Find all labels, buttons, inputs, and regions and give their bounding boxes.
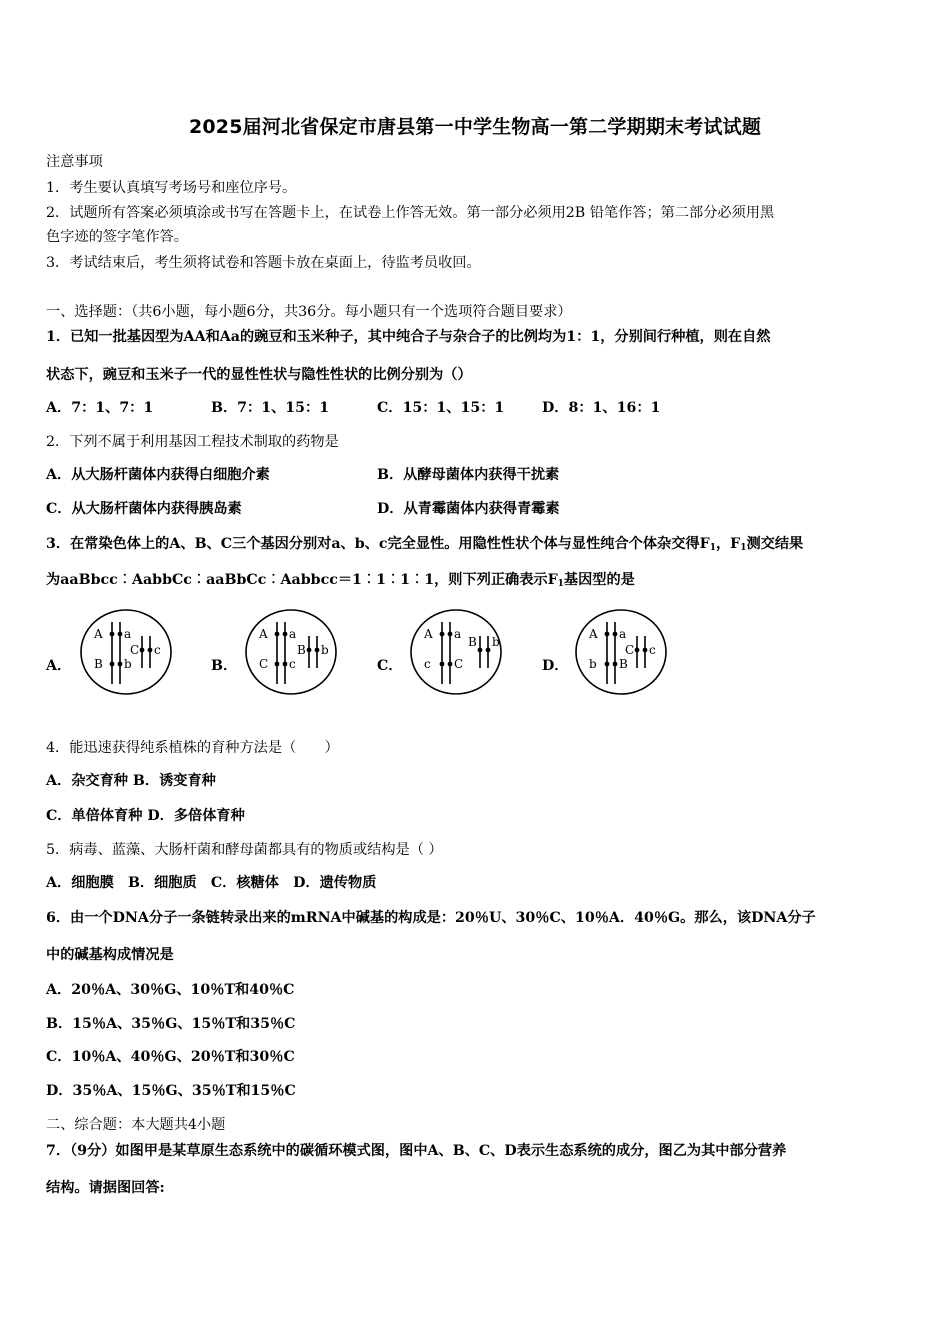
question-4-stem: 4．能迅速获得纯系植株的育种方法是（ ） bbox=[46, 740, 339, 756]
q3-option-c-label: C． bbox=[377, 658, 403, 674]
gene-label: a bbox=[289, 627, 297, 641]
gene-label: b bbox=[492, 635, 500, 649]
q4-options-line-1: A．杂交育种 B．诱变育种 bbox=[46, 773, 216, 789]
notice-heading: 注意事项 bbox=[46, 154, 103, 170]
notice-item: 3．考试结束后，考生须将试卷和答题卡放在桌面上，待监考员收回。 bbox=[46, 255, 481, 271]
q2-option-b: B．从酵母菌体内获得干扰素 bbox=[377, 467, 560, 483]
q3-cell-diagram-b bbox=[243, 606, 339, 698]
q6-option-a: A．20％A、30％G、10％T和40％C bbox=[46, 982, 295, 998]
question-7-stem: 7．（9分）如图甲是某草原生态系统中的碳循环模式图，图中A、B、C、D表示生态系统的成分，图乙为其中部分营养 bbox=[46, 1143, 787, 1159]
notice-item: 2．试题所有答案必须填涂或书写在答题卡上，在试卷上作答无效。第一部分必须用2B 铅笔作答；第二部分必须用黑 bbox=[46, 205, 775, 221]
question-2-stem: 2．下列不属于利用基因工程技术制取的药物是 bbox=[46, 434, 339, 450]
gene-label: C bbox=[259, 657, 269, 671]
q3-cell-diagram-a bbox=[78, 606, 174, 698]
question-1-stem: 1．已知一批基因型为AA和Aa的豌豆和玉米种子，其中纯合子与杂合子的比例均为1：1，分别间行种植，则在自然 bbox=[46, 329, 771, 345]
q1-option-d: D．8：1、16：1 bbox=[542, 400, 661, 416]
page-title: 2025届河北省保定市唐县第一中学生物高一第二学期期末考试试题 bbox=[188, 116, 762, 138]
q3-option-a-label: A． bbox=[46, 658, 72, 674]
q3-cell-diagram-d bbox=[573, 606, 669, 698]
gene-label: c bbox=[424, 657, 431, 671]
q3-option-b-label: B． bbox=[211, 658, 238, 674]
gene-label: A bbox=[589, 627, 598, 641]
gene-label: b bbox=[124, 657, 132, 671]
q6-option-b: B．15％A、35％G、15％T和35％C bbox=[46, 1016, 296, 1032]
gene-label: a bbox=[619, 627, 627, 641]
question-6-stem: 6．由一个DNA分子一条链转录出来的mRNA中碱基的构成是：20％U、30％C、10％A．40％G。那么，该DNA分子 bbox=[46, 910, 816, 926]
notice-item: 1．考生要认真填写考场号和座位序号。 bbox=[46, 180, 297, 196]
question-3-stem-cont: 为aaBbcc︰AabbCc︰aaBbCc︰Aabbcc＝1︰1︰1︰1，则下列正确表示$F_1$基因型的是 bbox=[46, 572, 635, 589]
gene-label: A bbox=[94, 627, 103, 641]
q6-option-c: C．10％A、40％G、20％T和30％C bbox=[46, 1049, 295, 1065]
q1-option-b: B．7：1、15：1 bbox=[211, 400, 330, 416]
gene-label: c bbox=[154, 643, 161, 657]
gene-label: a bbox=[124, 627, 132, 641]
question-6-stem-cont: 中的碱基构成情况是 bbox=[46, 947, 174, 963]
gene-label: C bbox=[454, 657, 464, 671]
q2-option-d: D．从青霉菌体内获得青霉素 bbox=[377, 501, 560, 517]
question-3-stem: 3．在常染色体上的A、B、C三个基因分别对a、b、c完全显性。用隐性性状个体与显性纯合个体杂交得$F_1$，$F_1$测交结果 bbox=[46, 536, 804, 553]
gene-label: A bbox=[259, 627, 268, 641]
gene-label: C bbox=[625, 643, 635, 657]
question-5-stem: 5．病毒、蓝藻、大肠杆菌和酵母菌都具有的物质或结构是（ ） bbox=[46, 842, 443, 858]
q4-options-line-2: C．单倍体育种 D．多倍体育种 bbox=[46, 808, 245, 824]
gene-label: b bbox=[321, 643, 329, 657]
q2-option-c: C．从大肠杆菌体内获得胰岛素 bbox=[46, 501, 242, 517]
gene-label: c bbox=[289, 657, 296, 671]
q5-options: A．细胞膜 B．细胞质 C．核糖体 D．遗传物质 bbox=[46, 875, 377, 891]
gene-label: B bbox=[297, 643, 306, 657]
q1-option-a: A．7：1、7：1 bbox=[46, 400, 154, 416]
gene-label: B bbox=[94, 657, 103, 671]
gene-label: C bbox=[130, 643, 140, 657]
gene-label: a bbox=[454, 627, 462, 641]
gene-label: B bbox=[468, 635, 477, 649]
q6-option-d: D．35％A、15％G、35％T和15％C bbox=[46, 1083, 296, 1099]
q1-option-c: C．15：1、15：1 bbox=[377, 400, 505, 416]
gene-label: B bbox=[619, 657, 628, 671]
section-heading: 二、综合题：本大题共4小题 bbox=[46, 1117, 226, 1133]
q3-option-d-label: D． bbox=[542, 658, 569, 674]
q2-option-a: A．从大肠杆菌体内获得白细胞介素 bbox=[46, 467, 270, 483]
gene-label: A bbox=[424, 627, 433, 641]
notice-item: 色字迹的签字笔作答。 bbox=[46, 229, 188, 245]
gene-label: c bbox=[649, 643, 656, 657]
q3-cell-diagram-c bbox=[408, 606, 504, 698]
section-heading: 一、选择题：（共6小题，每小题6分，共36分。每小题只有一个选项符合题目要求） bbox=[46, 304, 572, 320]
gene-label: b bbox=[589, 657, 597, 671]
question-1-stem-cont: 状态下，豌豆和玉米子一代的显性性状与隐性性状的比例分别为（） bbox=[46, 367, 472, 383]
question-7-stem-cont: 结构。请据图回答: bbox=[46, 1180, 165, 1196]
